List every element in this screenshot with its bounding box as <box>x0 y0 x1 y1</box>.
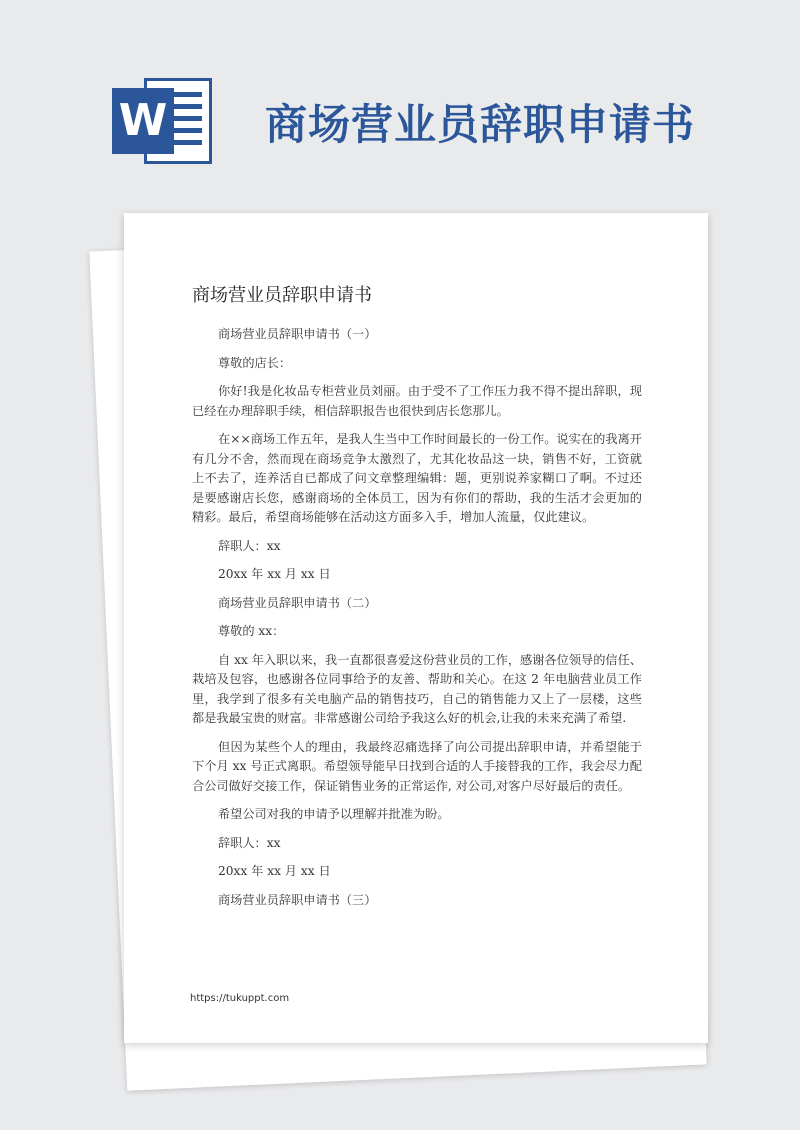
paragraph: 20xx 年 xx 月 xx 日 <box>218 864 331 878</box>
paragraph: 20xx 年 xx 月 xx 日 <box>218 567 331 581</box>
banner-title: 商场营业员辞职申请书 <box>265 100 696 149</box>
word-document-icon <box>112 78 212 164</box>
paragraph: 在××商场工作五年，是我人生当中工作时间最长的一份工作。说实在的我离开有几分不舍，然而现在商场竞争太激烈了，尤其化妆品这一块，销售不好，工资就上不去了，连养活自已都成了问文章整理编辑：题，更别说养家糊口了啊。不过还是要感谢店长您，感谢商场的全体员工，因为有你们的帮助，我的生活才会更加的精彩。最后，希望商场能够在活动这方面多入手，增加人流量，仅此建议。 <box>192 432 642 524</box>
document-body <box>192 325 642 919</box>
banner <box>0 0 800 200</box>
document-title: 商场营业员辞职申请书 <box>192 285 372 306</box>
paragraph: 尊敬的店长： <box>218 355 292 370</box>
paragraph: 希望公司对我的申请予以理解并批准为盼。 <box>218 807 450 821</box>
paragraph: 尊敬的 xx： <box>218 624 285 638</box>
paragraph: 辞职人：xx <box>218 835 281 850</box>
document-page <box>124 213 708 1043</box>
paragraph: 但因为某些个人的理由，我最终忍痛选择了向公司提出辞职申请，并希望能于下个月 xx 号正式离职。希望领导能早日找到合适的人手接替我的工作，我会尽力配合公司做好交接工作，保证销售业务的正常运作, 对公司,对客户尽好最后的责任。 <box>192 739 642 793</box>
paragraph: 自 xx 年入职以来，我一直都很喜爱这份营业员的工作，感谢各位领导的信任、栽培及包容，也感谢各位同事给予的友善、帮助和关心。在这 2 年电脑营业员工作里，我学到了很多有关电脑产品的销售技巧，自己的销售能力又上了一层楼，这些都是我最宝贵的财富。非常感谢公司给予我这么好的机会,让我的未来充满了希望. <box>192 652 642 725</box>
footer-url: https://tukuppt.com <box>190 993 290 1004</box>
paragraph: 商场营业员辞职申请书（三） <box>218 892 377 907</box>
word-logo-letter: W <box>112 88 174 154</box>
paragraph: 商场营业员辞职申请书（二） <box>218 595 377 610</box>
paragraph: 你好!我是化妆品专柜营业员刘丽。由于受不了工作压力我不得不提出辞职，现已经在办理辞职手续，相信辞职报告也很快到店长您那儿。 <box>192 384 642 418</box>
paragraph: 商场营业员辞职申请书（一） <box>218 327 377 341</box>
paragraph: 辞职人：xx <box>218 538 281 553</box>
